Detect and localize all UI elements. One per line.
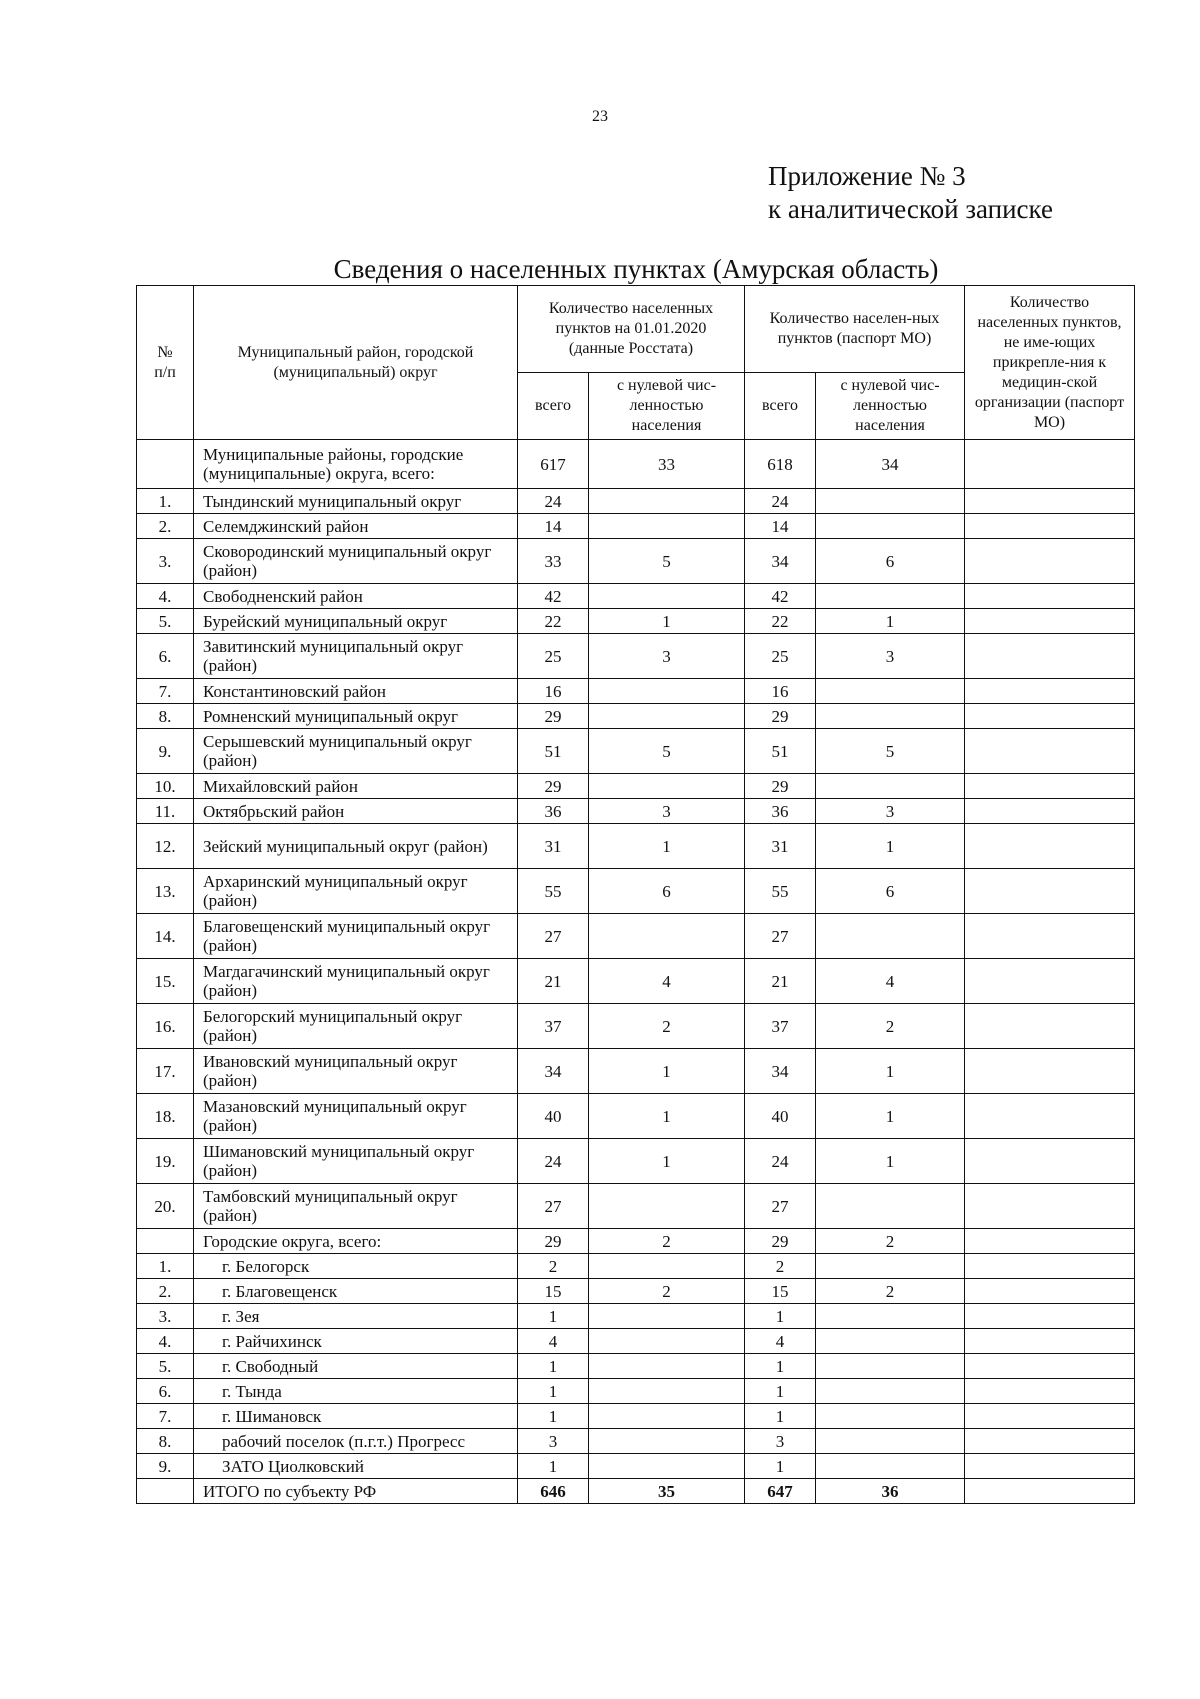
row-no-med <box>965 869 1135 914</box>
row-passport-zero <box>816 1454 965 1479</box>
row-passport-total: 1 <box>745 1354 816 1379</box>
row-no-med <box>965 634 1135 679</box>
row-no-med <box>965 440 1135 489</box>
header-no-med: Количество населенных пунктов, не име-ющих прикрепле-ния к медицин-ской организации (паспорт МО) <box>965 286 1135 440</box>
row-no-med <box>965 584 1135 609</box>
row-rosstat-total: 36 <box>518 799 589 824</box>
row-passport-zero <box>816 1379 965 1404</box>
row-no-med <box>965 1479 1135 1504</box>
row-number: 3. <box>137 1304 194 1329</box>
row-number: 17. <box>137 1049 194 1094</box>
row-no-med <box>965 1404 1135 1429</box>
row-name: г. Шимановск <box>194 1404 518 1429</box>
row-passport-zero <box>816 1184 965 1229</box>
row-passport-total: 34 <box>745 539 816 584</box>
row-passport-zero: 4 <box>816 959 965 1004</box>
row-passport-total: 29 <box>745 1229 816 1254</box>
row-passport-total: 34 <box>745 1049 816 1094</box>
row-name: Сковородинский муниципальный округ (район) <box>194 539 518 584</box>
row-number: 6. <box>137 1379 194 1404</box>
row-rosstat-zero: 5 <box>589 539 745 584</box>
table-row <box>137 539 1135 584</box>
row-no-med <box>965 1049 1135 1094</box>
row-passport-total: 31 <box>745 824 816 869</box>
row-rosstat-zero <box>589 514 745 539</box>
row-rosstat-zero <box>589 584 745 609</box>
row-no-med <box>965 729 1135 774</box>
row-passport-zero <box>816 1404 965 1429</box>
row-rosstat-total: 1 <box>518 1454 589 1479</box>
row-rosstat-total: 31 <box>518 824 589 869</box>
row-number: 7. <box>137 679 194 704</box>
row-number: 3. <box>137 539 194 584</box>
row-name: Константиновский район <box>194 679 518 704</box>
row-no-med <box>965 799 1135 824</box>
row-rosstat-total: 29 <box>518 704 589 729</box>
row-rosstat-zero: 1 <box>589 824 745 869</box>
row-number: 8. <box>137 1429 194 1454</box>
table-row <box>137 824 1135 869</box>
row-rosstat-total: 22 <box>518 609 589 634</box>
row-passport-zero: 1 <box>816 1049 965 1094</box>
row-number: 5. <box>137 1354 194 1379</box>
row-number: 20. <box>137 1184 194 1229</box>
table-row <box>137 1049 1135 1094</box>
row-name: Магдагачинский муниципальный округ (район) <box>194 959 518 1004</box>
row-name: г. Зея <box>194 1304 518 1329</box>
row-passport-zero: 3 <box>816 799 965 824</box>
table-row <box>137 869 1135 914</box>
row-no-med <box>965 959 1135 1004</box>
row-passport-total: 14 <box>745 514 816 539</box>
header-row-1 <box>137 286 1135 373</box>
appendix-heading <box>768 160 1053 226</box>
row-number: 4. <box>137 1329 194 1354</box>
row-passport-zero <box>816 704 965 729</box>
row-name: Шимановский муниципальный округ (район) <box>194 1139 518 1184</box>
row-rosstat-total: 1 <box>518 1304 589 1329</box>
table-row <box>137 489 1135 514</box>
appendix-line-2: к аналитической записке <box>768 194 1053 224</box>
row-rosstat-total: 25 <box>518 634 589 679</box>
header-number <box>137 286 194 440</box>
row-number: 10. <box>137 774 194 799</box>
header-passport-total: всего <box>745 373 816 440</box>
row-rosstat-zero <box>589 679 745 704</box>
header-number-line-1: № <box>157 343 173 361</box>
row-passport-zero <box>816 914 965 959</box>
row-number: 4. <box>137 584 194 609</box>
row-rosstat-total: 34 <box>518 1049 589 1094</box>
row-number: 5. <box>137 609 194 634</box>
row-name: рабочий поселок (п.г.т.) Прогресс <box>194 1429 518 1454</box>
row-rosstat-zero <box>589 1429 745 1454</box>
row-rosstat-total: 646 <box>518 1479 589 1504</box>
row-name: Тындинский муниципальный округ <box>194 489 518 514</box>
row-rosstat-zero <box>589 1254 745 1279</box>
row-number: 2. <box>137 1279 194 1304</box>
row-rosstat-total: 37 <box>518 1004 589 1049</box>
row-rosstat-zero <box>589 1454 745 1479</box>
row-passport-total: 51 <box>745 729 816 774</box>
table-row <box>137 1429 1135 1454</box>
row-rosstat-total: 55 <box>518 869 589 914</box>
row-number: 13. <box>137 869 194 914</box>
row-passport-zero: 2 <box>816 1279 965 1304</box>
row-passport-total: 36 <box>745 799 816 824</box>
row-passport-total: 40 <box>745 1094 816 1139</box>
row-passport-zero: 6 <box>816 539 965 584</box>
row-no-med <box>965 489 1135 514</box>
row-number: 1. <box>137 489 194 514</box>
row-rosstat-zero <box>589 1354 745 1379</box>
row-passport-zero: 1 <box>816 824 965 869</box>
row-rosstat-zero: 3 <box>589 799 745 824</box>
row-name: г. Свободный <box>194 1354 518 1379</box>
row-name: г. Белогорск <box>194 1254 518 1279</box>
appendix-line-1: Приложение № 3 <box>768 161 966 191</box>
row-passport-total: 1 <box>745 1404 816 1429</box>
row-passport-total: 37 <box>745 1004 816 1049</box>
row-no-med <box>965 1254 1135 1279</box>
row-number <box>137 440 194 489</box>
header-passport-zero: с нулевой чис-ленностью населения <box>816 373 965 440</box>
row-passport-total: 16 <box>745 679 816 704</box>
row-rosstat-total: 3 <box>518 1429 589 1454</box>
row-no-med <box>965 824 1135 869</box>
row-rosstat-zero <box>589 774 745 799</box>
row-number: 16. <box>137 1004 194 1049</box>
row-name: Михайловский район <box>194 774 518 799</box>
table-row <box>137 729 1135 774</box>
row-number: 9. <box>137 729 194 774</box>
row-rosstat-total: 4 <box>518 1329 589 1354</box>
row-passport-zero <box>816 489 965 514</box>
row-passport-total: 647 <box>745 1479 816 1504</box>
row-number <box>137 1479 194 1504</box>
row-rosstat-total: 42 <box>518 584 589 609</box>
row-passport-zero: 2 <box>816 1004 965 1049</box>
row-no-med <box>965 1354 1135 1379</box>
row-rosstat-zero: 1 <box>589 1139 745 1184</box>
row-rosstat-total: 1 <box>518 1379 589 1404</box>
row-number: 2. <box>137 514 194 539</box>
row-no-med <box>965 514 1135 539</box>
table-row <box>137 1229 1135 1254</box>
row-name: ИТОГО по субъекту РФ <box>194 1479 518 1504</box>
row-passport-total: 55 <box>745 869 816 914</box>
table-row <box>137 774 1135 799</box>
table-row <box>137 1184 1135 1229</box>
settlements-table <box>136 285 1135 1504</box>
row-rosstat-zero: 1 <box>589 1094 745 1139</box>
row-no-med <box>965 1094 1135 1139</box>
table-row <box>137 584 1135 609</box>
row-no-med <box>965 679 1135 704</box>
row-rosstat-zero: 2 <box>589 1004 745 1049</box>
row-rosstat-zero: 1 <box>589 609 745 634</box>
row-passport-total: 21 <box>745 959 816 1004</box>
row-passport-total: 27 <box>745 914 816 959</box>
row-name: г. Благовещенск <box>194 1279 518 1304</box>
row-passport-total: 24 <box>745 1139 816 1184</box>
row-passport-zero: 34 <box>816 440 965 489</box>
row-passport-total: 27 <box>745 1184 816 1229</box>
row-number: 9. <box>137 1454 194 1479</box>
row-no-med <box>965 1379 1135 1404</box>
row-rosstat-zero <box>589 914 745 959</box>
row-no-med <box>965 1279 1135 1304</box>
row-no-med <box>965 1229 1135 1254</box>
table-row <box>137 1139 1135 1184</box>
table-row <box>137 1404 1135 1429</box>
row-name: Октябрьский район <box>194 799 518 824</box>
row-name: Селемджинский район <box>194 514 518 539</box>
row-rosstat-zero <box>589 704 745 729</box>
table-row <box>137 1004 1135 1049</box>
row-number: 7. <box>137 1404 194 1429</box>
row-name: г. Райчихинск <box>194 1329 518 1354</box>
table-row <box>137 514 1135 539</box>
row-number: 8. <box>137 704 194 729</box>
row-passport-total: 42 <box>745 584 816 609</box>
row-rosstat-zero: 1 <box>589 1049 745 1094</box>
row-rosstat-zero <box>589 1304 745 1329</box>
table-row <box>137 799 1135 824</box>
row-name: ЗАТО Циолковский <box>194 1454 518 1479</box>
row-rosstat-total: 51 <box>518 729 589 774</box>
table-row <box>137 609 1135 634</box>
row-name: Муниципальные районы, городские (муниципальные) округа, всего: <box>194 440 518 489</box>
row-rosstat-zero: 2 <box>589 1229 745 1254</box>
row-passport-zero: 6 <box>816 869 965 914</box>
row-passport-total: 4 <box>745 1329 816 1354</box>
row-name: Серышевский муниципальный округ (район) <box>194 729 518 774</box>
row-number: 12. <box>137 824 194 869</box>
row-passport-total: 24 <box>745 489 816 514</box>
row-no-med <box>965 609 1135 634</box>
row-number: 15. <box>137 959 194 1004</box>
row-passport-zero <box>816 774 965 799</box>
row-passport-zero: 3 <box>816 634 965 679</box>
row-rosstat-total: 21 <box>518 959 589 1004</box>
row-passport-total: 15 <box>745 1279 816 1304</box>
row-passport-zero <box>816 1329 965 1354</box>
row-rosstat-zero <box>589 1184 745 1229</box>
row-number: 14. <box>137 914 194 959</box>
row-passport-total: 1 <box>745 1454 816 1479</box>
row-rosstat-zero <box>589 1329 745 1354</box>
row-number: 18. <box>137 1094 194 1139</box>
table-row <box>137 1379 1135 1404</box>
row-name: Тамбовский муниципальный округ (район) <box>194 1184 518 1229</box>
row-number <box>137 1229 194 1254</box>
header-rosstat-zero: с нулевой чис-ленностью населения <box>589 373 745 440</box>
row-passport-zero <box>816 1304 965 1329</box>
row-passport-total: 2 <box>745 1254 816 1279</box>
table-row <box>137 1279 1135 1304</box>
header-district: Муниципальный район, городской (муниципальный) округ <box>194 286 518 440</box>
row-name: Городские округа, всего: <box>194 1229 518 1254</box>
row-name: Архаринский муниципальный округ (район) <box>194 869 518 914</box>
row-name: Зейский муниципальный округ (район) <box>194 824 518 869</box>
table-row <box>137 634 1135 679</box>
document-title: Сведения о населенных пунктах (Амурская область) <box>333 254 939 284</box>
row-rosstat-zero: 6 <box>589 869 745 914</box>
row-rosstat-zero <box>589 489 745 514</box>
row-rosstat-total: 40 <box>518 1094 589 1139</box>
row-no-med <box>965 1004 1135 1049</box>
row-rosstat-zero <box>589 1404 745 1429</box>
row-rosstat-total: 27 <box>518 1184 589 1229</box>
page-number: 23 <box>592 108 608 125</box>
row-no-med <box>965 1429 1135 1454</box>
row-name: Мазановский муниципальный округ (район) <box>194 1094 518 1139</box>
row-passport-total: 3 <box>745 1429 816 1454</box>
row-rosstat-total: 1 <box>518 1404 589 1429</box>
row-no-med <box>965 1139 1135 1184</box>
header-rosstat-total: всего <box>518 373 589 440</box>
table-row <box>137 1454 1135 1479</box>
row-rosstat-total: 33 <box>518 539 589 584</box>
row-passport-zero <box>816 514 965 539</box>
row-passport-total: 25 <box>745 634 816 679</box>
header-number-line-2: п/п <box>154 363 176 381</box>
row-passport-total: 29 <box>745 704 816 729</box>
row-rosstat-zero: 4 <box>589 959 745 1004</box>
row-name: Свободненский район <box>194 584 518 609</box>
row-rosstat-zero: 35 <box>589 1479 745 1504</box>
row-rosstat-total: 14 <box>518 514 589 539</box>
row-rosstat-total: 1 <box>518 1354 589 1379</box>
row-name: г. Тында <box>194 1379 518 1404</box>
row-rosstat-total: 24 <box>518 489 589 514</box>
row-passport-zero <box>816 679 965 704</box>
row-number: 1. <box>137 1254 194 1279</box>
row-passport-total: 618 <box>745 440 816 489</box>
row-passport-zero: 2 <box>816 1229 965 1254</box>
row-passport-zero: 1 <box>816 1094 965 1139</box>
table-row <box>137 1354 1135 1379</box>
table-row <box>137 959 1135 1004</box>
row-passport-zero: 1 <box>816 609 965 634</box>
row-rosstat-total: 24 <box>518 1139 589 1184</box>
header-passport-group: Количество населен-ных пунктов (паспорт МО) <box>745 286 965 373</box>
row-rosstat-zero: 5 <box>589 729 745 774</box>
row-name: Благовещенский муниципальный округ (район) <box>194 914 518 959</box>
row-no-med <box>965 914 1135 959</box>
row-passport-zero: 36 <box>816 1479 965 1504</box>
row-number: 19. <box>137 1139 194 1184</box>
header-rosstat-group: Количество населенных пунктов на 01.01.2020 (данные Росстата) <box>518 286 745 373</box>
row-name: Завитинский муниципальный округ (район) <box>194 634 518 679</box>
row-rosstat-total: 617 <box>518 440 589 489</box>
row-passport-total: 1 <box>745 1379 816 1404</box>
row-rosstat-total: 15 <box>518 1279 589 1304</box>
table-row <box>137 1254 1135 1279</box>
row-rosstat-zero: 33 <box>589 440 745 489</box>
row-passport-zero: 5 <box>816 729 965 774</box>
row-no-med <box>965 1454 1135 1479</box>
table-row <box>137 704 1135 729</box>
row-name: Ромненский муниципальный округ <box>194 704 518 729</box>
row-rosstat-zero: 2 <box>589 1279 745 1304</box>
table-row <box>137 679 1135 704</box>
row-no-med <box>965 1304 1135 1329</box>
table-row <box>137 1329 1135 1354</box>
row-passport-total: 29 <box>745 774 816 799</box>
row-rosstat-total: 2 <box>518 1254 589 1279</box>
row-no-med <box>965 539 1135 584</box>
row-rosstat-total: 29 <box>518 1229 589 1254</box>
table-row <box>137 1094 1135 1139</box>
row-passport-zero <box>816 584 965 609</box>
row-passport-zero <box>816 1254 965 1279</box>
row-name: Белогорский муниципальный округ (район) <box>194 1004 518 1049</box>
row-passport-zero <box>816 1429 965 1454</box>
row-no-med <box>965 1329 1135 1354</box>
table-row <box>137 1304 1135 1329</box>
row-rosstat-zero <box>589 1379 745 1404</box>
table-row <box>137 440 1135 489</box>
table-row <box>137 1479 1135 1504</box>
row-passport-zero <box>816 1354 965 1379</box>
row-no-med <box>965 1184 1135 1229</box>
row-no-med <box>965 704 1135 729</box>
table-row <box>137 914 1135 959</box>
row-passport-total: 22 <box>745 609 816 634</box>
row-rosstat-total: 27 <box>518 914 589 959</box>
row-passport-zero: 1 <box>816 1139 965 1184</box>
row-rosstat-total: 29 <box>518 774 589 799</box>
row-passport-total: 1 <box>745 1304 816 1329</box>
row-number: 11. <box>137 799 194 824</box>
row-name: Бурейский муниципальный округ <box>194 609 518 634</box>
row-number: 6. <box>137 634 194 679</box>
row-rosstat-zero: 3 <box>589 634 745 679</box>
row-name: Ивановский муниципальный округ (район) <box>194 1049 518 1094</box>
row-rosstat-total: 16 <box>518 679 589 704</box>
row-no-med <box>965 774 1135 799</box>
